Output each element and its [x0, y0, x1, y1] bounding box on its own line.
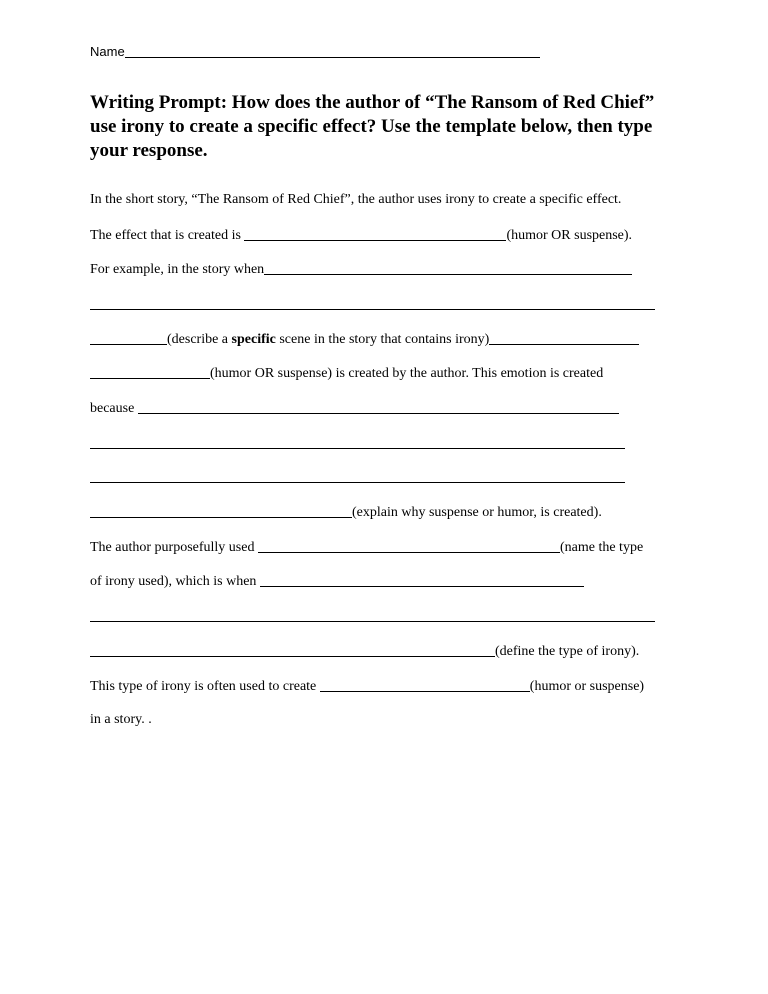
example-sentence: [90, 260, 632, 279]
create-blank[interactable]: [320, 677, 530, 692]
scene-hint-c: scene in the story that contains irony): [275, 332, 490, 347]
scene-hint-a: (describe a: [167, 332, 232, 347]
closing-text: in a story. .: [90, 712, 152, 727]
full-blank-line[interactable]: [90, 434, 625, 449]
irony-when-sentence: [90, 572, 584, 591]
example-text: For example, in the story when: [90, 262, 265, 277]
scene-sentence: [90, 330, 639, 349]
full-blank-line[interactable]: [90, 607, 655, 622]
irony-type-text: The author purposefully used: [90, 540, 258, 555]
irony-when-text: of irony used), which is when: [90, 574, 260, 589]
define-hint: (define the type of irony).: [495, 644, 640, 659]
explain-sentence: [90, 503, 602, 522]
explain-hint: (explain why suspense or humor, is created).: [352, 505, 602, 520]
irony-type-hint: (name the type: [559, 540, 644, 555]
create-sentence: [90, 677, 644, 696]
example-blank[interactable]: [264, 260, 632, 275]
effect-blank[interactable]: [244, 226, 506, 241]
because-blank[interactable]: [138, 399, 619, 414]
writing-prompt: Writing Prompt: How does the author of “The Ransom of Red Chief” use irony to create a specific effect? Use the template below, then type your response.: [90, 92, 655, 161]
irony-type-sentence: [90, 538, 643, 557]
closing-sentence: [90, 711, 152, 729]
emotion-text: (humor OR suspense) is created by the author. This emotion is created: [210, 366, 604, 381]
emotion-sentence: [90, 364, 603, 383]
create-hint: (humor or suspense): [529, 679, 645, 694]
define-blank[interactable]: [90, 642, 495, 657]
name-field[interactable]: [90, 44, 540, 59]
emotion-blank[interactable]: [90, 364, 210, 379]
blank-line-9[interactable]: [90, 468, 625, 487]
define-sentence: [90, 642, 639, 661]
name-label: Name: [90, 44, 125, 59]
effect-sentence: [90, 226, 632, 245]
scene-blank-end[interactable]: [489, 330, 639, 345]
irony-type-blank[interactable]: [258, 538, 560, 553]
explain-blank[interactable]: [90, 503, 352, 518]
name-blank[interactable]: [125, 44, 540, 58]
effect-hint: (humor OR suspense).: [506, 228, 633, 243]
effect-text: The effect that is created is: [90, 228, 245, 243]
intro-text: In the short story, “The Ransom of Red Chief”, the author uses irony to create a specific effect.: [90, 192, 622, 207]
blank-line-13[interactable]: [90, 607, 655, 626]
full-blank-line[interactable]: [90, 468, 625, 483]
because-sentence: [90, 399, 619, 418]
full-blank-line[interactable]: [90, 295, 655, 310]
because-text: because: [90, 401, 138, 416]
intro-sentence: [90, 191, 621, 209]
scene-blank-start[interactable]: [90, 330, 167, 345]
blank-line-8[interactable]: [90, 434, 625, 453]
irony-when-blank[interactable]: [260, 572, 584, 587]
blank-line-4[interactable]: [90, 295, 655, 314]
create-text: This type of irony is often used to create: [90, 679, 320, 694]
scene-hint-bold: specific: [231, 332, 276, 347]
